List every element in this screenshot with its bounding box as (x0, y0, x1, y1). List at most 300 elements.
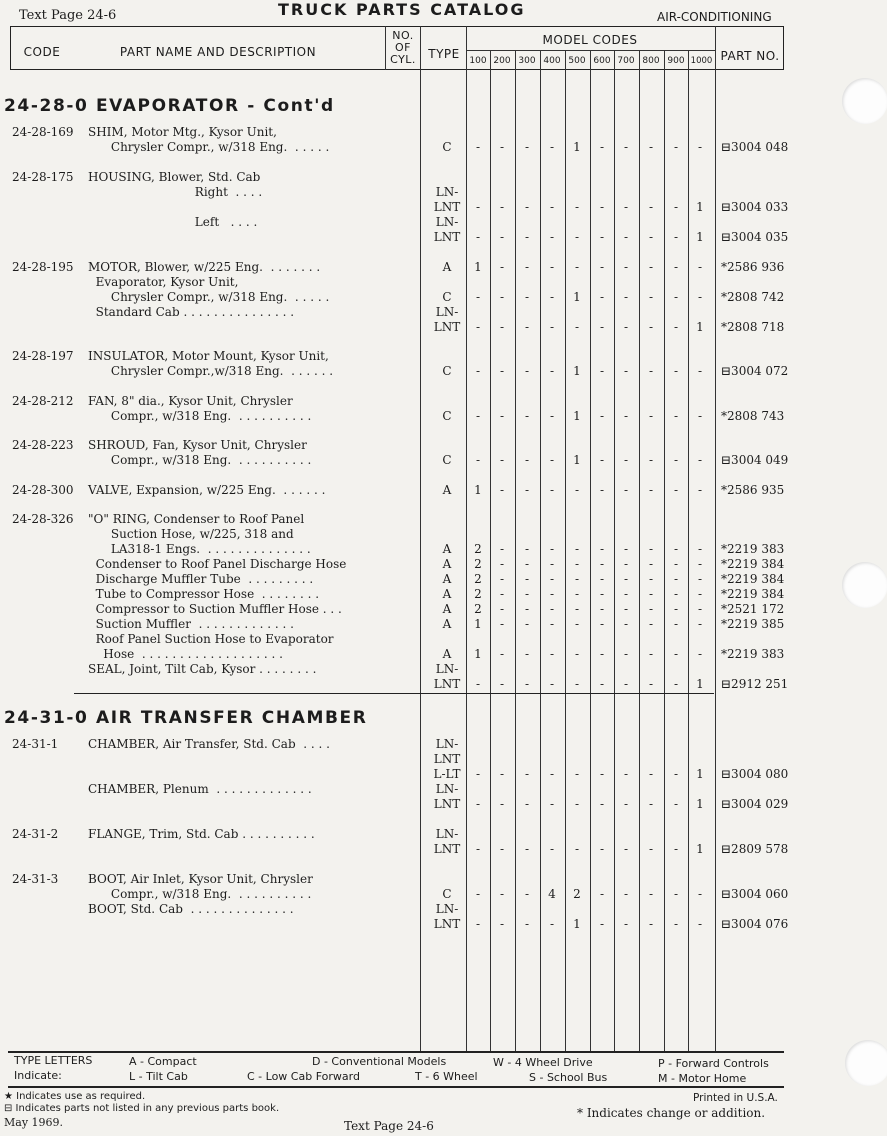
model-code-cell: - (475, 917, 481, 931)
model-code-cell: - (648, 677, 654, 691)
model-code-cell: - (673, 290, 679, 304)
model-code-cell: - (524, 290, 530, 304)
part-number: *2808 743 (721, 409, 785, 423)
footnote-not-listed: ⊟ Indicates parts not listed in any previous parts book. (4, 1103, 280, 1114)
model-code-cell: - (549, 917, 555, 931)
legend-label-1: TYPE LETTERS (14, 1054, 93, 1067)
table-row (0, 797, 887, 811)
part-description: INSULATOR, Motor Mount, Kysor Unit, (88, 349, 329, 363)
model-code-cell: - (524, 677, 530, 691)
model-code-cell: - (623, 797, 629, 811)
model-code-400: 400 (543, 56, 561, 66)
model-code-cell: - (574, 602, 580, 616)
model-code-cell: - (475, 767, 481, 781)
table-row (0, 572, 887, 586)
part-description: Chrysler Compr., w/318 Eng. . . . . . (88, 140, 330, 154)
model-code-cell: - (648, 842, 654, 856)
model-code-600: 600 (593, 56, 611, 66)
table-row (0, 872, 887, 886)
model-code-cell: - (549, 677, 555, 691)
part-description: Tube to Compressor Hose . . . . . . . . (88, 587, 320, 601)
part-code: 24-28-300 (12, 483, 74, 497)
part-description: Compr., w/318 Eng. . . . . . . . . . . (88, 887, 312, 901)
table-row (0, 557, 887, 571)
model-code-cell: - (697, 647, 703, 661)
model-code-300: 300 (518, 56, 536, 66)
model-code-cell: - (499, 887, 505, 901)
part-number: ⊟3004 049 (721, 453, 789, 467)
model-code-cell: 2 (474, 587, 482, 601)
part-description: SEAL, Joint, Tilt Cab, Kysor . . . . . . . . (88, 662, 317, 676)
model-code-cell: - (549, 587, 555, 601)
model-code-cell: - (524, 887, 530, 901)
part-number: ⊟3004 033 (721, 200, 789, 214)
model-code-cell: - (623, 572, 629, 586)
printed-in-usa: Printed in U.S.A. (693, 1092, 778, 1104)
table-row (0, 140, 887, 154)
model-code-cell: 1 (573, 364, 581, 378)
table-row (0, 902, 887, 916)
part-code: 24-28-175 (12, 170, 74, 184)
model-code-cell: - (673, 797, 679, 811)
model-code-cell: - (499, 587, 505, 601)
model-code-cell: - (524, 617, 530, 631)
legend-item-compact: A - Compact (129, 1055, 197, 1068)
table-row (0, 275, 887, 289)
model-code-cell: - (574, 647, 580, 661)
column-rule (385, 26, 386, 70)
model-code-cell: 1 (573, 917, 581, 931)
model-code-cell: - (648, 647, 654, 661)
model-code-cell: - (475, 409, 481, 423)
model-code-cell: - (599, 767, 605, 781)
model-code-cell: - (599, 542, 605, 556)
part-description: Compr., w/318 Eng. . . . . . . . . . . (88, 453, 312, 467)
part-code: 24-31-1 (12, 737, 59, 751)
model-code-cell: - (599, 140, 605, 154)
model-code-cell: - (599, 364, 605, 378)
column-header-type: TYPE (428, 47, 460, 61)
model-code-cell: - (648, 200, 654, 214)
part-description: Suction Muffler . . . . . . . . . . . . . (88, 617, 294, 631)
part-number: ⊟3004 072 (721, 364, 789, 378)
part-number: ⊟3004 060 (721, 887, 789, 901)
model-code-cell: - (648, 767, 654, 781)
model-code-cell: - (599, 797, 605, 811)
text-page-label-top: Text Page 24-6 (19, 8, 117, 23)
type-letter: A (442, 542, 452, 556)
part-description: FLANGE, Trim, Std. Cab . . . . . . . . . . (88, 827, 315, 841)
model-code-cell: - (499, 602, 505, 616)
column-header-part-name: PART NAME AND DESCRIPTION (119, 45, 317, 59)
part-description: BOOT, Std. Cab . . . . . . . . . . . . . . (88, 902, 294, 916)
table-row (0, 260, 887, 274)
model-code-cell: - (524, 483, 530, 497)
part-description: Suction Hose, w/225, 318 and (88, 527, 294, 541)
model-code-800: 800 (642, 56, 660, 66)
part-number: *2219 383 (721, 647, 785, 661)
model-code-cell: - (648, 140, 654, 154)
part-description: Chrysler Compr.,w/318 Eng. . . . . . . (88, 364, 334, 378)
model-code-cell: - (648, 320, 654, 334)
model-code-cell: - (499, 483, 505, 497)
model-code-cell: - (499, 200, 505, 214)
model-code-cell: - (673, 602, 679, 616)
model-code-cell: - (499, 409, 505, 423)
model-code-cell: - (475, 364, 481, 378)
model-code-cell: - (648, 453, 654, 467)
model-code-cell: - (524, 364, 530, 378)
model-code-cell: - (697, 617, 703, 631)
model-code-cell: - (549, 453, 555, 467)
column-header-cyl-3: CYL. (390, 53, 416, 66)
model-code-cell: - (499, 320, 505, 334)
punch-hole-top (842, 78, 887, 124)
section-rule-left (74, 693, 420, 694)
model-code-cell: - (673, 140, 679, 154)
model-code-cell: - (574, 767, 580, 781)
part-number: ⊟3004 035 (721, 230, 789, 244)
type-letter: A (442, 483, 452, 497)
part-description: CHAMBER, Air Transfer, Std. Cab . . . . (88, 737, 330, 751)
model-code-cell: - (549, 842, 555, 856)
model-code-cell: - (549, 797, 555, 811)
model-code-cell: 2 (573, 887, 581, 901)
model-code-cell: - (574, 260, 580, 274)
model-code-cell: - (648, 260, 654, 274)
model-code-cell: 2 (474, 572, 482, 586)
legend-item-tilt-cab: L - Tilt Cab (129, 1070, 188, 1083)
model-code-cell: - (697, 453, 703, 467)
model-code-cell: - (524, 230, 530, 244)
model-code-cell: 2 (474, 602, 482, 616)
model-code-cell: - (499, 140, 505, 154)
text-page-label-bottom: Text Page 24-6 (344, 1119, 434, 1133)
model-code-cell: - (549, 409, 555, 423)
part-number: *2219 383 (721, 542, 785, 556)
part-code: 24-28-326 (12, 512, 74, 526)
model-code-cell: - (499, 364, 505, 378)
model-code-cell: - (673, 617, 679, 631)
part-description: Chrysler Compr., w/318 Eng. . . . . . (88, 290, 330, 304)
model-code-cell: - (673, 767, 679, 781)
model-code-cell: - (673, 887, 679, 901)
part-description: "O" RING, Condenser to Roof Panel (88, 512, 305, 526)
table-row (0, 215, 887, 229)
table-row (0, 827, 887, 841)
model-code-cell: - (599, 587, 605, 601)
legend-item-conventional: D - Conventional Models (312, 1055, 447, 1068)
model-code-cell: - (549, 320, 555, 334)
model-code-cell: - (524, 320, 530, 334)
legend-item-motor-home: M - Motor Home (658, 1072, 747, 1085)
part-description: FAN, 8" dia., Kysor Unit, Chrysler (88, 394, 293, 408)
model-code-cell: 1 (474, 617, 482, 631)
model-code-cell: 4 (548, 887, 556, 901)
model-code-cell: - (475, 290, 481, 304)
type-letter: C (442, 887, 452, 901)
table-row (0, 887, 887, 901)
model-code-cell: - (574, 483, 580, 497)
model-code-cell: - (524, 842, 530, 856)
model-code-700: 700 (617, 56, 635, 66)
model-code-cell: - (697, 587, 703, 601)
model-code-cell: 2 (474, 542, 482, 556)
model-code-cell: - (673, 917, 679, 931)
model-code-cell: - (524, 409, 530, 423)
model-code-cell: - (697, 140, 703, 154)
part-number: *2219 384 (721, 557, 785, 571)
type-letter: LN- (435, 827, 459, 841)
model-code-cell: - (599, 200, 605, 214)
model-code-cell: - (673, 409, 679, 423)
model-code-cell: - (574, 542, 580, 556)
model-code-cell: - (673, 647, 679, 661)
model-code-cell: - (623, 364, 629, 378)
table-row (0, 185, 887, 199)
model-code-cell: - (599, 409, 605, 423)
model-code-cell: - (623, 617, 629, 631)
legend-item-4-wheel: W - 4 Wheel Drive (493, 1056, 593, 1069)
model-code-cell: - (599, 483, 605, 497)
model-code-cell: - (524, 200, 530, 214)
part-number: *2219 385 (721, 617, 785, 631)
model-code-cell: - (475, 842, 481, 856)
model-code-900: 900 (667, 56, 685, 66)
model-code-cell: - (549, 767, 555, 781)
part-description: Roof Panel Suction Hose to Evaporator (88, 632, 334, 646)
model-code-cell: - (673, 557, 679, 571)
type-letter: LNT (433, 230, 461, 244)
type-letter: LNT (433, 320, 461, 334)
model-code-cell: - (697, 483, 703, 497)
model-code-cell: - (524, 602, 530, 616)
part-number: ⊟2809 578 (721, 842, 789, 856)
part-number: *2521 172 (721, 602, 785, 616)
type-letter: LNT (433, 677, 461, 691)
table-row (0, 917, 887, 931)
table-row (0, 647, 887, 661)
model-code-cell: - (648, 602, 654, 616)
model-code-100: 100 (469, 56, 487, 66)
model-code-cell: - (673, 483, 679, 497)
model-code-cell: - (673, 364, 679, 378)
part-number: ⊟3004 080 (721, 767, 789, 781)
model-code-cell: - (574, 230, 580, 244)
model-code-cell: - (574, 200, 580, 214)
model-code-cell: 1 (696, 200, 704, 214)
table-row (0, 677, 887, 691)
model-code-cell: - (673, 320, 679, 334)
model-code-cell: - (499, 677, 505, 691)
model-code-cell: - (499, 572, 505, 586)
table-row (0, 632, 887, 646)
part-number: ⊟3004 029 (721, 797, 789, 811)
model-code-cell: - (648, 572, 654, 586)
model-code-cell: - (623, 409, 629, 423)
model-code-cell: 1 (696, 767, 704, 781)
model-code-cell: 1 (573, 409, 581, 423)
model-code-cell: - (475, 797, 481, 811)
type-letter: A (442, 557, 452, 571)
model-code-cell: - (623, 453, 629, 467)
model-code-cell: - (648, 887, 654, 901)
table-row (0, 170, 887, 184)
type-letter: LNT (433, 917, 461, 931)
model-code-cell: - (574, 587, 580, 601)
model-code-cell: 1 (474, 260, 482, 274)
model-code-cell: - (524, 797, 530, 811)
part-description: Evaporator, Kysor Unit, (88, 275, 239, 289)
model-code-cell: - (623, 917, 629, 931)
part-code: 24-31-3 (12, 872, 59, 886)
type-letter: C (442, 453, 452, 467)
type-letter: C (442, 409, 452, 423)
model-code-cell: - (623, 647, 629, 661)
model-code-cell: - (673, 587, 679, 601)
model-code-cell: - (599, 260, 605, 274)
footnote-change-or-addition: * Indicates change or addition. (577, 1106, 766, 1120)
part-description: MOTOR, Blower, w/225 Eng. . . . . . . . (88, 260, 321, 274)
model-code-cell: - (623, 677, 629, 691)
part-description: Condenser to Roof Panel Discharge Hose (88, 557, 347, 571)
type-letter: LNT (433, 797, 461, 811)
model-code-cell: - (524, 542, 530, 556)
part-description: CHAMBER, Plenum . . . . . . . . . . . . . (88, 782, 312, 796)
part-description: Left . . . . (88, 215, 258, 229)
model-code-cell: - (549, 290, 555, 304)
part-number: *2219 384 (721, 587, 785, 601)
legend-item-6-wheel: T - 6 Wheel (415, 1070, 478, 1083)
part-description: Compressor to Suction Muffler Hose . . . (88, 602, 342, 616)
model-code-cell: - (524, 453, 530, 467)
punch-hole-bottom (845, 1040, 887, 1086)
type-letter: LNT (433, 842, 461, 856)
model-code-cell: - (574, 617, 580, 631)
table-row (0, 364, 887, 378)
part-description: Right . . . . (88, 185, 263, 199)
type-letter: A (442, 587, 452, 601)
table-row (0, 752, 887, 766)
part-description: Discharge Muffler Tube . . . . . . . . . (88, 572, 314, 586)
model-code-cell: - (648, 797, 654, 811)
model-code-cell: - (623, 767, 629, 781)
part-number: ⊟3004 048 (721, 140, 789, 154)
model-code-cell: - (524, 557, 530, 571)
model-code-cell: - (623, 200, 629, 214)
table-row (0, 587, 887, 601)
model-code-cell: - (574, 842, 580, 856)
model-code-cell: - (599, 917, 605, 931)
model-code-cell: - (623, 320, 629, 334)
model-code-cell: - (623, 842, 629, 856)
model-code-cell: - (673, 230, 679, 244)
legend-item-school-bus: S - School Bus (529, 1071, 608, 1084)
model-code-cell: - (549, 483, 555, 497)
model-code-cell: - (623, 602, 629, 616)
legend-top-rule (8, 1051, 784, 1053)
footnote-use-as-required: ★ Indicates use as required. (4, 1091, 146, 1102)
model-code-cell: - (599, 572, 605, 586)
model-code-cell: - (673, 260, 679, 274)
model-code-cell: - (697, 557, 703, 571)
model-code-cell: - (499, 647, 505, 661)
table-row (0, 767, 887, 781)
model-code-cell: - (574, 677, 580, 691)
type-letter: C (442, 290, 452, 304)
model-code-cell: - (475, 200, 481, 214)
part-number: *2219 384 (721, 572, 785, 586)
section-rule-right (420, 693, 714, 694)
model-code-cell: - (549, 230, 555, 244)
part-code: 24-28-195 (12, 260, 74, 274)
model-code-cell: - (697, 542, 703, 556)
part-description: Compr., w/318 Eng. . . . . . . . . . . (88, 409, 312, 423)
model-code-cell: - (475, 140, 481, 154)
model-code-cell: - (623, 557, 629, 571)
model-code-cell: - (697, 572, 703, 586)
model-code-cell: - (549, 542, 555, 556)
print-date: May 1969. (4, 1116, 64, 1129)
model-code-cell: - (499, 557, 505, 571)
model-code-cell: - (499, 797, 505, 811)
model-code-cell: - (524, 917, 530, 931)
model-code-cell: - (673, 572, 679, 586)
table-row (0, 542, 887, 556)
model-code-cell: - (549, 260, 555, 274)
model-code-cell: - (475, 677, 481, 691)
table-row (0, 230, 887, 244)
model-code-cell: - (648, 409, 654, 423)
model-code-cell: - (623, 587, 629, 601)
model-code-cell: - (499, 453, 505, 467)
model-code-cell: - (623, 230, 629, 244)
type-letter: A (442, 260, 452, 274)
model-code-cell: - (648, 542, 654, 556)
model-code-cell: - (648, 483, 654, 497)
model-code-cell: - (648, 917, 654, 931)
model-code-cell: - (599, 557, 605, 571)
model-code-cell: - (549, 572, 555, 586)
legend-item-forward-controls: P - Forward Controls (658, 1057, 769, 1070)
model-code-cell: 1 (474, 647, 482, 661)
part-code: 24-28-223 (12, 438, 74, 452)
part-number: *2808 718 (721, 320, 785, 334)
part-number: ⊟3004 076 (721, 917, 789, 931)
model-code-cell: - (499, 542, 505, 556)
model-code-cell: - (648, 290, 654, 304)
column-header-part-no: PART NO. (720, 49, 780, 63)
model-code-cell: - (697, 260, 703, 274)
model-code-cell: - (499, 767, 505, 781)
type-letter: L-LT (433, 767, 461, 781)
type-letter: LN- (435, 737, 459, 751)
section-heading-evaporator: 24-28-0 EVAPORATOR - Cont'd (4, 96, 335, 116)
part-code: 24-31-2 (12, 827, 59, 841)
model-code-cell: - (599, 677, 605, 691)
model-code-cell: - (697, 409, 703, 423)
model-code-cell: - (574, 320, 580, 334)
model-code-cell: 1 (696, 230, 704, 244)
part-description: LA318-1 Engs. . . . . . . . . . . . . . . (88, 542, 311, 556)
type-letter: LN- (435, 782, 459, 796)
table-row (0, 842, 887, 856)
model-code-cell: - (648, 230, 654, 244)
model-code-cell: - (574, 572, 580, 586)
model-code-cell: - (599, 320, 605, 334)
model-code-cell: - (499, 842, 505, 856)
type-letter: LNT (433, 752, 461, 766)
